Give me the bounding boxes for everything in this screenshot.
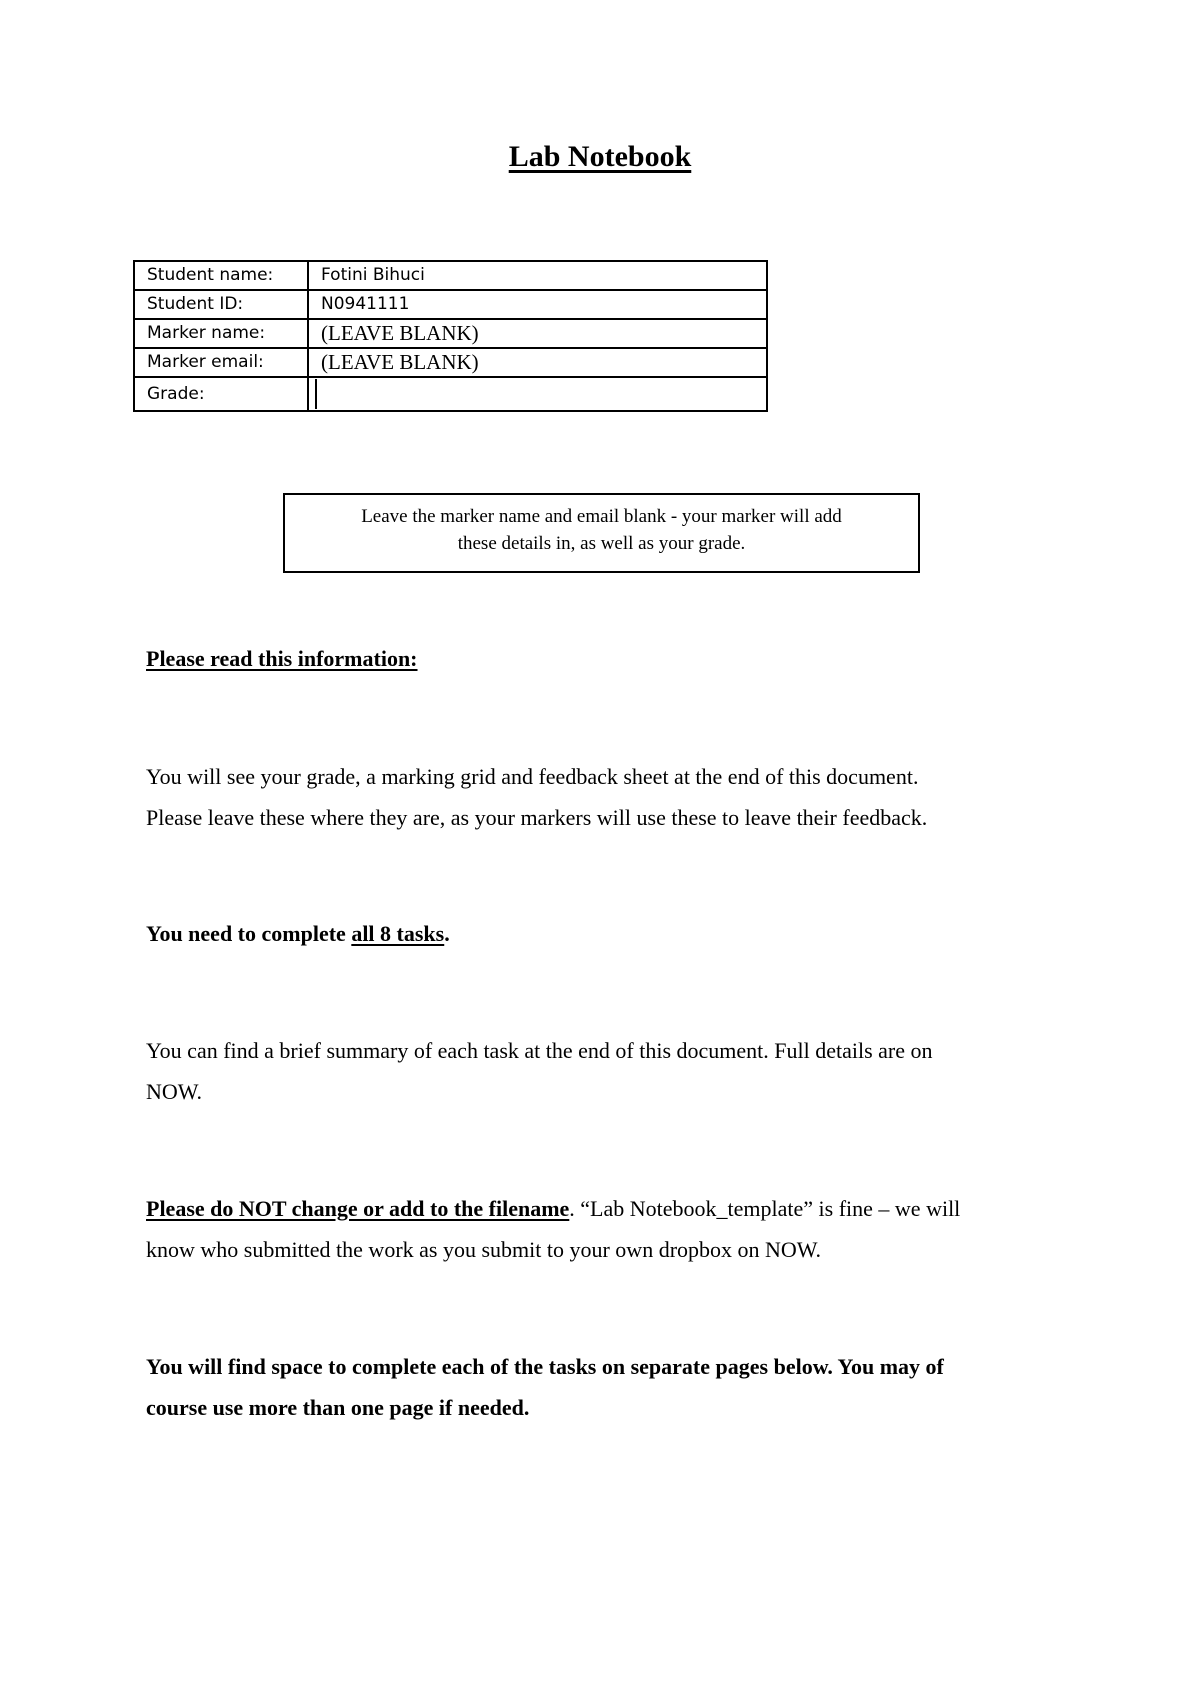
summary-line-2: NOW.: [146, 1079, 203, 1104]
space-line-1: You will find space to complete each of the tasks on separate pages below. You may of: [146, 1354, 944, 1379]
table-row: [134, 290, 767, 319]
table-row: [134, 319, 767, 348]
grade-paragraph: [146, 756, 1076, 838]
notice-line-1: Leave the marker name and email blank - your marker will add: [361, 506, 842, 527]
student-info-table: [133, 260, 768, 412]
filename-paragraph: [146, 1188, 1076, 1270]
tasks-paragraph: [146, 913, 1076, 954]
grade-value-cell[interactable]: [308, 377, 767, 411]
notice-line-2: these details in, as well as your grade.: [457, 533, 746, 554]
summary-paragraph: [146, 1030, 1076, 1112]
marker-email-value[interactable]: (LEAVE BLANK): [308, 348, 767, 377]
student-id-value[interactable]: N0941111: [308, 290, 767, 319]
info-heading: Please read this information:: [146, 646, 418, 671]
filename-emphasis: Please do NOT change or add to the filename: [146, 1196, 570, 1221]
student-name-label: Student name:: [134, 261, 308, 290]
space-paragraph: [146, 1346, 1076, 1428]
page-title: Lab Notebook: [508, 140, 692, 173]
marker-name-value[interactable]: (LEAVE BLANK): [308, 319, 767, 348]
marker-name-label: Marker name:: [134, 319, 308, 348]
tasks-suffix: .: [444, 921, 450, 946]
summary-line-1: You can find a brief summary of each task at the end of this document. Full details are on: [146, 1038, 933, 1063]
grade-label: Grade:: [134, 377, 308, 411]
grade-inner-border: [315, 379, 766, 409]
table-row: [134, 377, 767, 411]
student-name-value[interactable]: Fotini Bihuci: [308, 261, 767, 290]
student-id-label: Student ID:: [134, 290, 308, 319]
table-row: [134, 261, 767, 290]
table-row: [134, 348, 767, 377]
filename-rest: . “Lab Notebook_template” is fine – we will: [569, 1196, 961, 1221]
grade-paragraph-line-2: Please leave these where they are, as your markers will use these to leave their feedback.: [146, 805, 928, 830]
marker-notice-box: [283, 493, 920, 573]
tasks-prefix: You need to complete: [146, 921, 352, 946]
filename-line-1: [146, 1188, 1076, 1229]
grade-paragraph-line-1: You will see your grade, a marking grid and feedback sheet at the end of this document.: [146, 764, 919, 789]
marker-email-label: Marker email:: [134, 348, 308, 377]
tasks-emphasis: all 8 tasks: [351, 921, 445, 946]
space-line-2: course use more than one page if needed.: [146, 1395, 530, 1420]
filename-line-2: know who submitted the work as you submit to your own dropbox on NOW.: [146, 1237, 822, 1262]
